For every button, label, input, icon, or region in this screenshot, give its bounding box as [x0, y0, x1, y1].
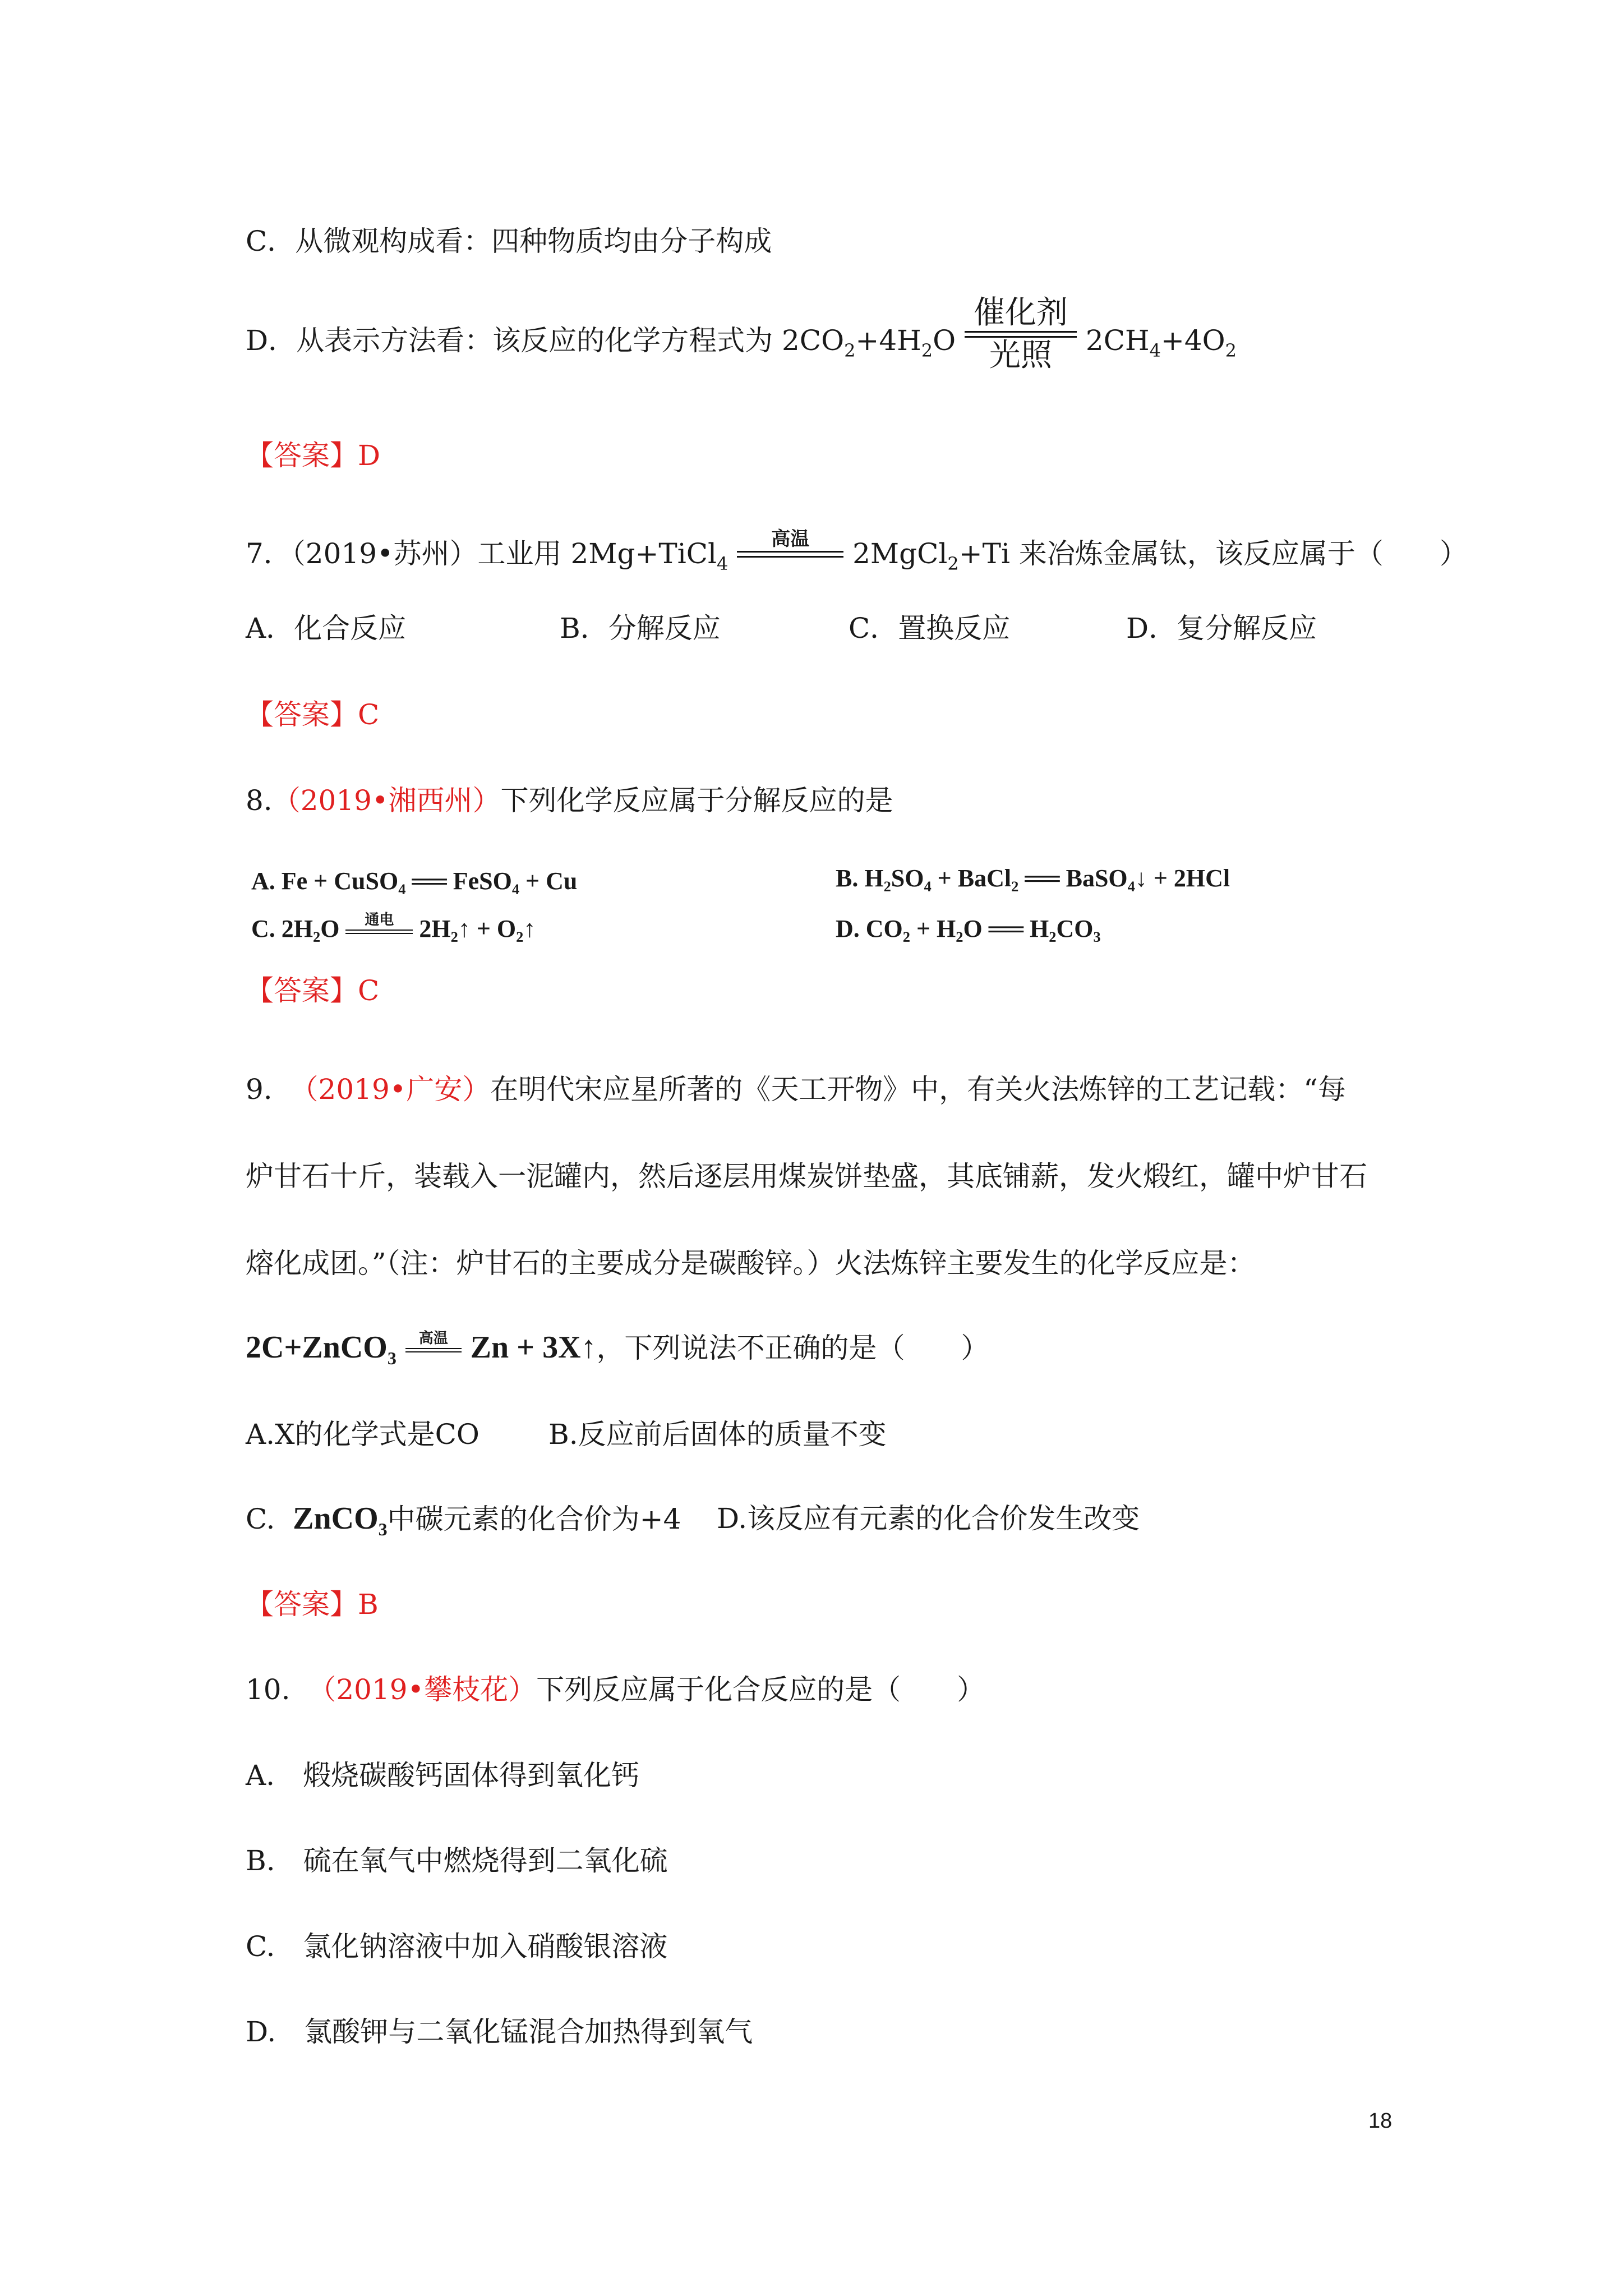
q7-answer	[246, 697, 379, 733]
page-number: 18	[1368, 2109, 1393, 2133]
answer-value: C	[358, 698, 380, 731]
q8-source: （2019•湘西州）	[272, 784, 501, 817]
q6-answer	[246, 438, 380, 473]
q10-number: 10.	[246, 1673, 291, 1706]
answer-value: D	[358, 439, 381, 472]
q8-number: 8.	[246, 784, 273, 817]
q7-product: 2MgCl	[852, 537, 948, 570]
q10-stem-text: 下列反应属于化合反应的是（ ）	[536, 1673, 985, 1706]
q9-line-2: 炉甘石十斤，装载入一泥罐内，然后逐层用煤炭饼垫盛，其底铺薪，发火煅红，罐中炉甘石	[246, 1160, 1367, 1193]
q7-reaction-condition: 高温	[737, 552, 843, 560]
q9-number: 9.	[246, 1073, 273, 1106]
q8-option-c-right: 2H₂↑ + O₂↑	[419, 915, 536, 942]
q7-sub2: 2	[947, 553, 959, 574]
q6-equation-right: $2CH_4+4O_2$	[1085, 324, 1237, 361]
q9-equation-suffix: ，下列说法不正确的是（ ）	[596, 1332, 989, 1364]
q9-line-1	[246, 1071, 1346, 1107]
q6-equation-left: $2CO_2+4H_2O$	[782, 324, 956, 361]
q10-option-d: D. 氯酸钾与二氧化锰混合加热得到氧气	[246, 2016, 753, 2048]
answer-label: 【答案】	[246, 698, 358, 731]
q10-option-b: B. 硫在氧气中燃烧得到二氧化硫	[246, 1844, 668, 1877]
q8-stem-text: 下列化学反应属于分解反应的是	[500, 784, 893, 817]
q9-answer	[246, 1586, 379, 1622]
q10-option-a: A. 煅烧碳酸钙固体得到氧化钙	[246, 1759, 640, 1792]
q9-equation-right: Zn + 3X↑	[470, 1330, 597, 1365]
q8-option-a: A. Fe + CuSO₄ ══ FeSO₄ + Cu	[251, 867, 578, 895]
q10-option-c: C. 氯化钠溶液中加入硝酸银溶液	[246, 1930, 668, 1963]
q10-source: （2019•攀枝花）	[308, 1673, 537, 1706]
q9-option-c-suffix: 中碳元素的化合价为+4	[387, 1503, 681, 1535]
q9-option-c-prefix: C.	[246, 1503, 275, 1535]
q6-reaction-condition: 催化剂 光照	[965, 314, 1077, 371]
q9-option-b: B.反应前后固体的质量不变	[548, 1418, 887, 1451]
q9-equation-line	[246, 1329, 989, 1376]
q7-stem-prefix: 7．（2019•苏州）工业用 2Mg+TiCl	[246, 537, 717, 570]
q7-option-b: B．分解反应	[560, 612, 721, 645]
q6-option-d	[246, 295, 1237, 374]
q8-stem	[246, 783, 893, 818]
q8-answer	[246, 973, 379, 1009]
q7-sub1: 4	[716, 553, 728, 574]
q9-source: （2019•广安）	[290, 1073, 491, 1106]
answer-value: B	[358, 1588, 379, 1621]
q6-option-c: C．从微观构成看：四种物质均由分子构成	[246, 225, 772, 257]
answer-label: 【答案】	[246, 974, 358, 1007]
q9-equation-condition: 高温	[405, 1346, 462, 1355]
q7-option-d: D．复分解反应	[1126, 612, 1317, 645]
q7-option-a: A．化合反应	[246, 612, 407, 645]
q9-options-cd	[246, 1501, 1140, 1547]
q9-option-a: A.X的化学式是CO	[246, 1418, 479, 1451]
q7-stem	[246, 528, 1468, 582]
q9-line1-text: 在明代宋应星所著的《天工开物》中，有关火法炼锌的工艺记载：“每	[490, 1073, 1346, 1106]
q9-line-3: 熔化成团。”（注：炉甘石的主要成分是碳酸锌。）火法炼锌主要发生的化学反应是：	[246, 1247, 1256, 1280]
q6-option-d-prefix: D．从表示方法看：该反应的化学方程式为	[246, 324, 773, 357]
q8-option-d: D. CO₂ + H₂O ══ H₂CO₃	[836, 915, 1101, 942]
q8-option-c-left: C. 2H₂O	[251, 915, 340, 942]
q9-equation-left: 2C+ZnCO$_3$	[246, 1330, 396, 1368]
answer-label: 【答案】	[246, 439, 358, 472]
answer-value: C	[358, 974, 380, 1007]
q8-option-c-condition: 通电	[345, 926, 413, 936]
q9-option-c-formula: ZnCO$_3$	[293, 1501, 388, 1539]
q9-option-d: D.该反应有元素的化合价发生改变	[717, 1502, 1140, 1535]
q8-option-c	[251, 911, 536, 943]
answer-label: 【答案】	[246, 1588, 358, 1621]
q10-stem	[246, 1672, 985, 1708]
q7-stem-suffix: +Ti 来冶炼金属钛，该反应属于（ ）	[958, 537, 1468, 570]
q7-option-c: C．置换反应	[849, 612, 1011, 645]
q8-option-b: B. H₂SO₄ + BaCl₂ ══ BaSO₄↓ + 2HCl	[836, 864, 1230, 892]
